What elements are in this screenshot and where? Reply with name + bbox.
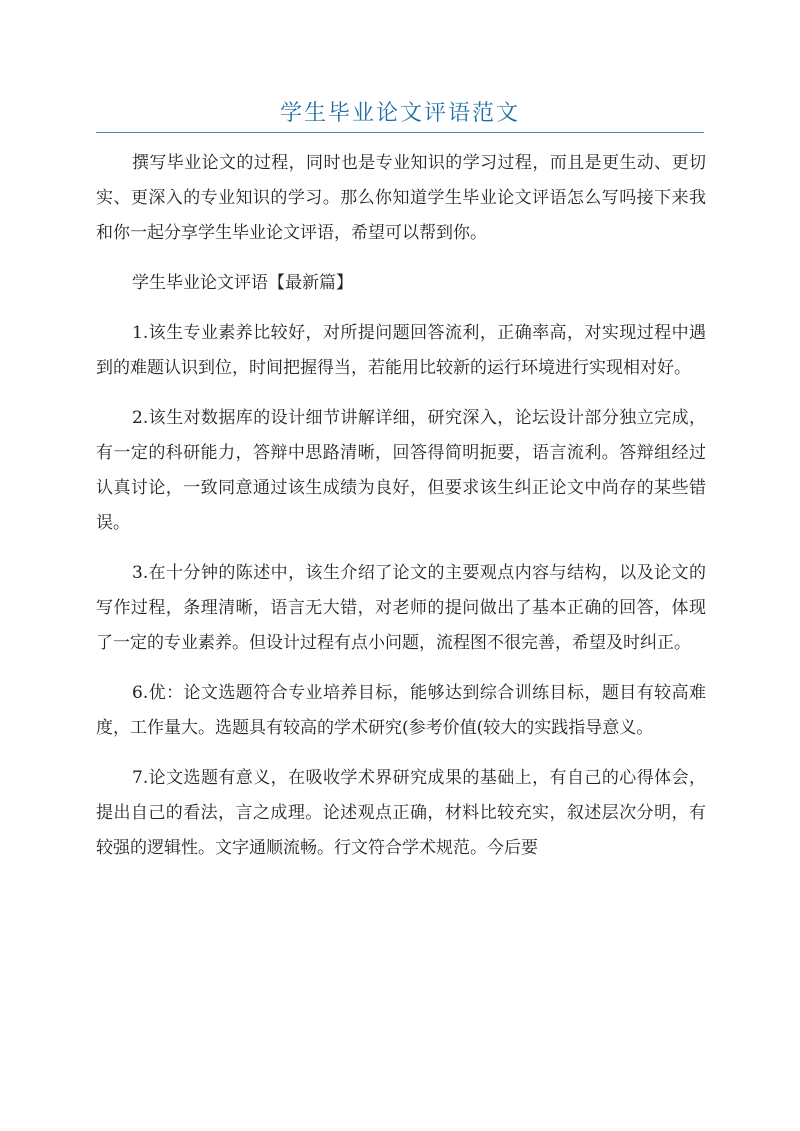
document-body [96,146,706,881]
comment-paragraph-1: 1.该生专业素养比较好，对所提问题回答流利，正确率高，对实现过程中遇到的难题认识到位，时间把握得当，若能用比较新的运行环境进行实现相对好。 [96,323,706,378]
comment-paragraph-7: 7.论文选题有意义，在吸收学术界研究成果的基础上，有自己的心得体会，提出自己的看法，言之成理。论述观点正确，材料比较充实，叙述层次分明，有较强的逻辑性。文字通顺流畅。行文符合学术规范。今后要 [96,768,706,858]
title-underline [96,132,704,133]
comment-paragraph-6: 6.优：论文选题符合专业培养目标，能够达到综合训练目标，题目有较高难度，工作量大。选题具有较高的学术研究(参考价值(较大的实践指导意义。 [96,683,706,738]
comment-paragraph-2: 2.该生对数据库的设计细节讲解详细，研究深入，论坛设计部分独立完成，有一定的科研能力，答辩中思路清晰，回答得简明扼要，语言流利。答辩组经过认真讨论，一致同意通过该生成绩为良好，但要求该生纠正论文中尚存的某些错误。 [96,408,706,533]
comment-paragraph-3: 3.在十分钟的陈述中，该生介绍了论文的主要观点内容与结构，以及论文的写作过程，条理清晰，语言无大错，对老师的提问做出了基本正确的回答，体现了一定的专业素养。但设计过程有点小问题，流程图不很完善，希望及时纠正。 [96,563,706,653]
document-title: 学生毕业论文评语范文 [279,101,520,126]
intro-paragraph: 撰写毕业论文的过程，同时也是专业知识的学习过程，而且是更生动、更切实、更深入的专业知识的学习。那么你知道学生毕业论文评语怎么写吗接下来我和你一起分享学生毕业论文评语，希望可以帮到你。 [96,153,706,243]
section-heading: 学生毕业论文评语【最新篇】 [132,273,353,293]
